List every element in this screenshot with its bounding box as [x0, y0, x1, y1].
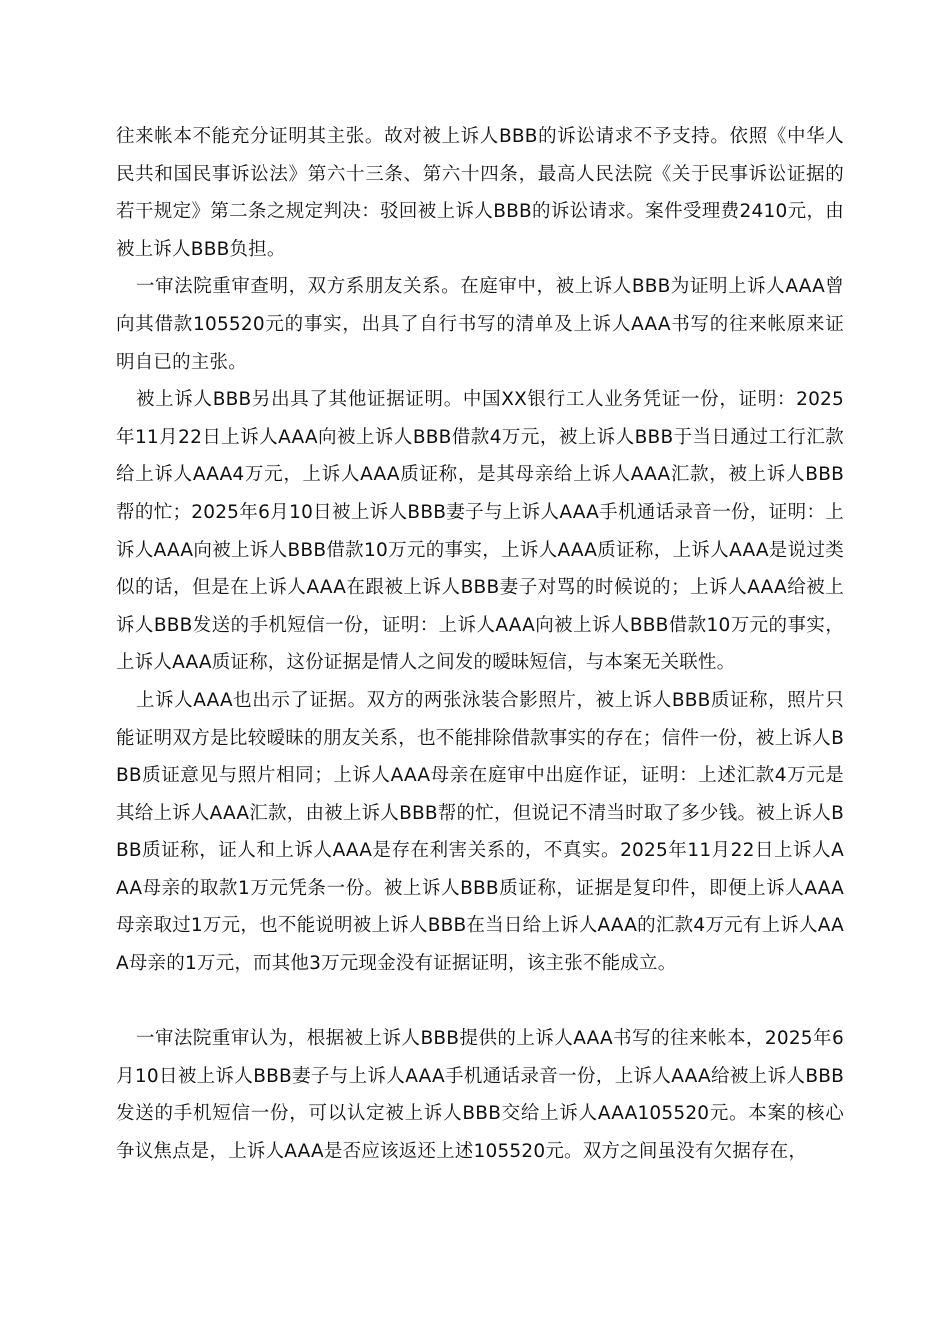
- paragraph-continued-judgment: 往来帐本不能充分证明其主张。故对被上诉人BBB的诉讼请求不予支持。依照《中华人民共和国民事诉讼法》第六十三条、第六十四条，最高人民法院《关于民事诉讼证据的若干规定》第二条之规定判决：驳回被上诉人BBB的诉讼请求。案件受理费2410元，由被上诉人BBB负担。: [116, 126, 844, 260]
- paragraph-appellee-evidence: 被上诉人BBB另出具了其他证据证明。中国XX银行工人业务凭证一份，证明：2025年11月22日上诉人AAA向被上诉人BBB借款4万元，被上诉人BBB于当日通过工行汇款给上诉人AAA4万元，上诉人AAA质证称，是其母亲给上诉人AAA汇款，被上诉人BBB帮的忙；2025年6月10日被上诉人BBB妻子与上诉人AAA手机通话录音一份，证明：上诉人AAA向被上诉人BBB借款10万元的事实，上诉人AAA质证称，上诉人AAA是说过类似的话，但是在上诉人AAA在跟被上诉人BBB妻子对骂的时候说的；上诉人AAA给被上诉人BBB发送的手机短信一份，证明：上诉人AAA向被上诉人BBB借款10万元的事实，上诉人AAA质证称，这份证据是情人之间发的暧昧短信，与本案无关联性。: [116, 389, 844, 674]
- paragraph-appellant-evidence: 上诉人AAA也出示了证据。双方的两张泳装合影照片，被上诉人BBB质证称，照片只能证明双方是比较暧昧的朋友关系，也不能排除借款事实的存在；信件一份，被上诉人BBB质证意见与照片相同；上诉人AAA母亲在庭审中出庭作证，证明：上述汇款4万元是其给上诉人AAA汇款，由被上诉人BBB帮的忙，但说记不清当时取了多少钱。被上诉人BBB质证称，证人和上诉人AAA是存在利害关系的，不真实。2025年11月22日上诉人AAA母亲的取款1万元凭条一份。被上诉人BBB质证称，证据是复印件，即便上诉人AAA母亲取过1万元，也不能说明被上诉人BBB在当日给上诉人AAA的汇款4万元有上诉人AAA母亲的1万元，而其他3万元现金没有证据证明，该主张不能成立。: [116, 689, 844, 975]
- paragraph-spacer: [116, 983, 844, 1021]
- paragraph-retrial-findings: 一审法院重审查明，双方系朋友关系。在庭审中，被上诉人BBB为证明上诉人AAA曾向其借款105520元的事实，出具了自行书写的清单及上诉人AAA书写的往来帐原来证明自已的主张。: [116, 276, 844, 373]
- paragraph-retrial-opinion: 一审法院重审认为，根据被上诉人BBB提供的上诉人AAA书写的往来帐本，2025年6月10日被上诉人BBB妻子与上诉人AAA手机通话录音一份，上诉人AAA给被上诉人BBB发送的手机短信一份，可以认定被上诉人BBB交给上诉人AAA105520元。本案的核心争议焦点是，上诉人AAA是否应该返还上述105520元。双方之间虽没有欠据存在，: [116, 1028, 844, 1163]
- document-body: [116, 118, 844, 1171]
